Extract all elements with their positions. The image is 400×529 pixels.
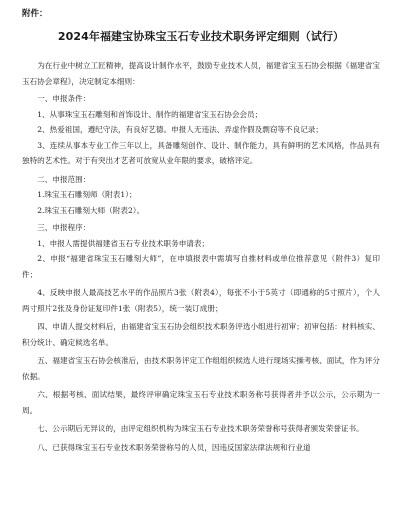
condition-item-2: 2、热爱祖国，遵纪守法，有良好艺德。申报人无违法、弄虚作假及剽窃等不良记录；	[37, 125, 323, 134]
intro-paragraph: 为在行业中树立工匠精神，提高设计制作水平，鼓励专业技术人员，福建省宝玉石协会根据《福建省宝玉石协会章程》，决定制定本细则：	[22, 61, 380, 86]
section-heading-conditions: 一、申报条件：	[37, 94, 91, 103]
scope-item-2: 2.珠宝玉石雕刻大师（附表2）。	[37, 205, 145, 215]
procedure-item-1: 1、申报人需提供福建省玉石专业技术职务申请表；	[37, 238, 210, 248]
section-eight: 八、已获得珠宝玉石专业技术职务荣誉称号的人员，因违反国家法律法规和行业道	[37, 442, 311, 452]
document-title: 2024年福建宝协珠宝玉石专业技术职务评定细则（试行）	[57, 30, 345, 43]
section-heading-scope: 二、申报范围：	[37, 174, 91, 184]
procedure-item-2: 2、申报“福建省珠宝玉石雕刻大师”，在申填报表中需填写自推材料或单位推荐意见（附件3）复印件；	[22, 254, 380, 279]
section-four: 四、申请人提交材料后，由福建省宝玉石协会组织技术职务评选小组进行初审；初审包括：材料核实、积分统计、确定候选名单。	[22, 322, 380, 347]
scope-item-1: 1.珠宝玉石雕刻师（附表1）；	[37, 190, 137, 199]
section-six: 六、根据考核、面试结果，最终评审确定珠宝玉石专业技术职务称号获得者并予以公示，公示期为一周。	[22, 390, 380, 415]
section-seven: 七、公示期后无异议的，由评定组织机构为珠宝玉石专业技术职务荣誉称号获得者颁发荣誉证书。	[37, 424, 364, 433]
condition-item-1: 1、从事珠宝玉石雕刻和首饰设计、制作的福建省宝玉石协会会员；	[37, 109, 263, 119]
attachment-label: 附件：	[22, 9, 48, 19]
section-heading-procedure: 三、申报程序：	[37, 223, 91, 232]
section-five: 五、福建省宝玉石协会核准后，由技术职务评定工作组组织候选人进行现场实操考核、面试，作为评分依据。	[22, 356, 380, 381]
procedure-item-4: 4、反映申报人最高技艺水平的作品照片3张（附表4），每张不小于5英寸（即通称的5寸照片），个人两寸照片2张及身份证复印件1张（附表5），统一装订成册；	[22, 288, 380, 313]
condition-item-3: 3、连续从事本专业工作三年以上，具备雕刻创作、设计、制作能力，具有鲜明的艺术风格，作品具有独特的艺术性。对于有突出才艺者可放宽从业年限的要求，破格评定。	[22, 140, 380, 165]
